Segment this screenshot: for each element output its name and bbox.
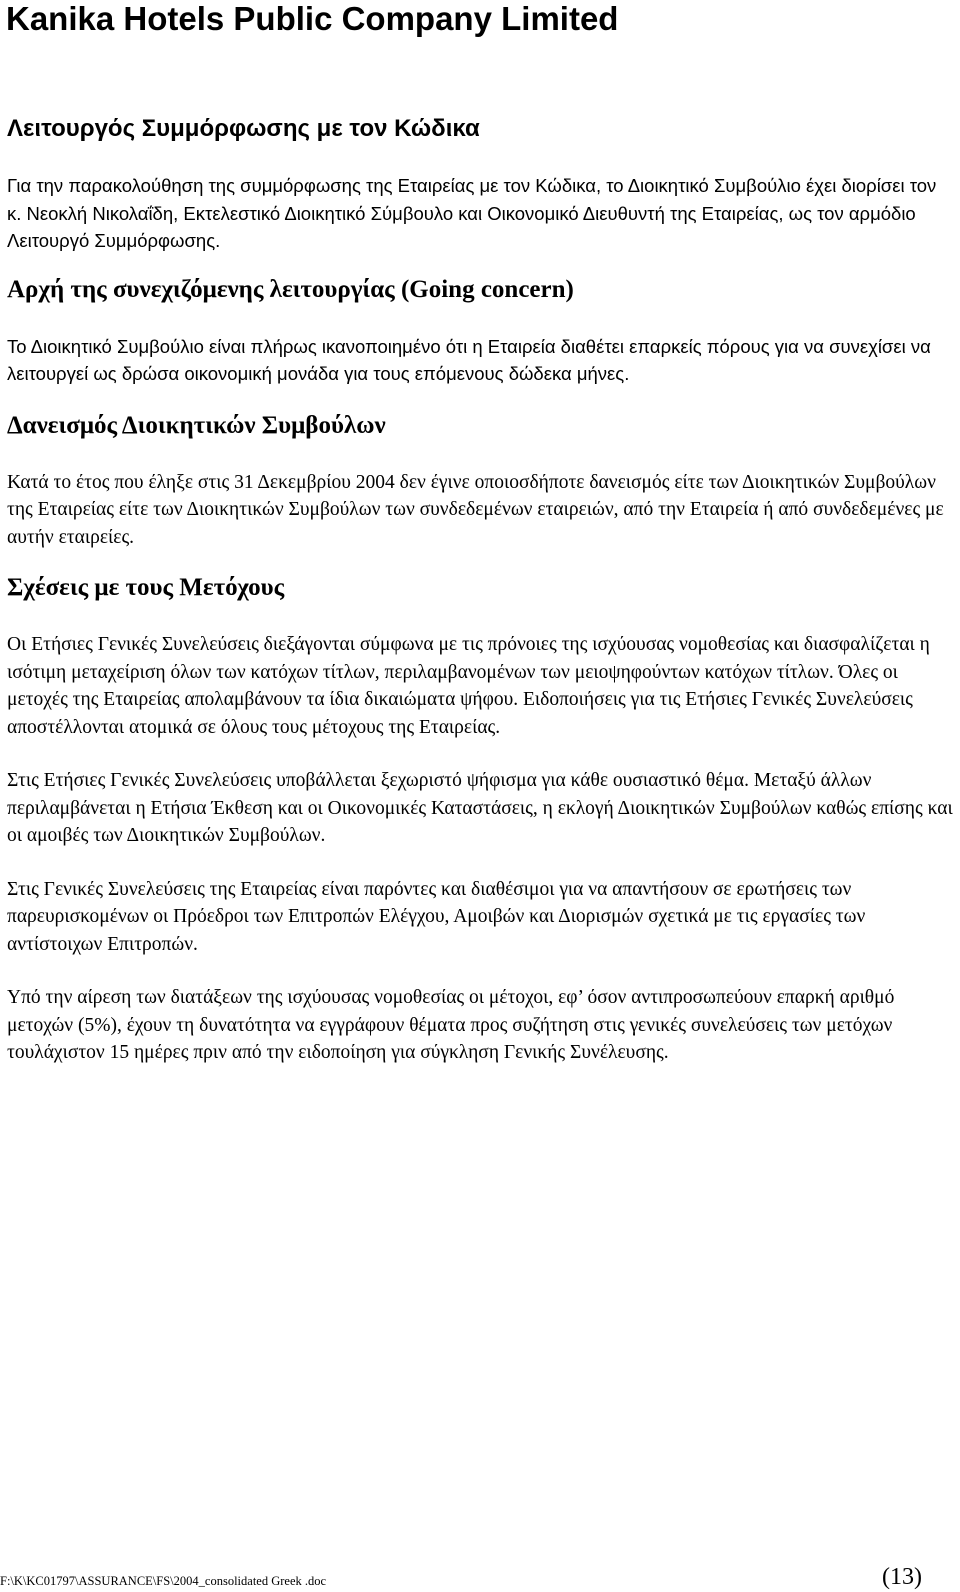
footer-page-number: (13) [882,1564,922,1590]
shareholders-heading: Σχέσεις με τους Μετόχους [7,574,285,601]
document-body [7,114,955,1067]
company-title: Kanika Hotels Public Company Limited [6,0,619,37]
compliance-paragraph: Για την παρακολούθηση της συμμόρφωσης της Εταιρείας με τον Κώδικα, το Διοικητικό Συμβούλιο έχει διορίσει τον κ. Νεοκλή Νικολαΐδη, Εκτελεστικό Διοικητικό Σύμβουλο και Οικονομικό Διευθυντή της Εταιρείας, ως τον αρμόδιο Λειτουργό Συμμόρφωσης. [7,175,937,251]
footer-file-path: F:\K\KC01797\ASSURANCE\FS\2004_consolidated Greek .doc [0,1574,327,1588]
shareholders-paragraph-2: Στις Ετήσιες Γενικές Συνελεύσεις υποβάλλεται ξεχωριστό ψήφισμα για κάθε ουσιαστικό θέμα. Μεταξύ άλλων περιλαμβάνεται η Ετήσια Έκθεση και οι Οικονομικές Καταστάσεις, η εκλογή Διοικητικών Συμβούλων καθώς επίσης και οι αμοιβές των Διοικητικών Συμβούλων. [7,770,953,846]
going-concern-heading: Αρχή της συνεχιζόμενης λειτουργίας (Going concern) [7,275,574,303]
shareholders-paragraph-1: Οι Ετήσιες Γενικές Συνελεύσεις διεξάγονται σύμφωνα με τις πρόνοιες της ισχύουσας νομοθεσίας και διασφαλίζεται η ισότιμη μεταχείριση όλων των κατόχων τίτλων, περιλαμβανομένων των μειοψηφούντων κατόχων τίτλων. Όλες οι μετοχές της Εταιρείας απολαμβάνουν τα ίδια δικαιώματα ψήφου. Ειδοποιήσεις για τις Ετήσιες Γενικές Συνελεύσεις αποστέλλονται ατομικά σε όλους τους μέτοχους της Εταιρείας. [7,634,930,738]
loans-paragraph: Κατά το έτος που έληξε στις 31 Δεκεμβρίου 2004 δεν έγινε οποιοσδήποτε δανεισμός είτε των Διοικητικών Συμβούλων της Εταιρείας είτε των Διοικητικών Συμβούλων των συνδεδεμένων εταιρειών, από την Εταιρεία ή από συνδεδεμένες με αυτήν εταιρείες. [7,471,944,548]
going-concern-paragraph: Το Διοικητικό Συμβούλιο είναι πλήρως ικανοποιημένο ότι η Εταιρεία διαθέτει επαρκείς πόρους για να συνεχίσει να λειτουργεί ως δρώσα οικονομική μονάδα για τους επόμενους δώδεκα μήνες. [7,335,931,384]
shareholders-paragraph-3: Στις Γενικές Συνελεύσεις της Εταιρείας είναι παρόντες και διαθέσιμοι για να απαντήσουν σε ερωτήσεις των παρευρισκομένων οι Πρόεδροι των Επιτροπών Ελέγχου, Αμοιβών και Διορισμών σχετικά με τις εργασίες των αντίστοιχων Επιτροπών. [7,878,866,955]
compliance-heading: Λειτουργός Συμμόρφωσης με τον Κώδικα [7,115,480,142]
page-footer [0,1563,960,1591]
loans-heading: Δανεισμός Διοικητικών Συμβούλων [7,411,386,439]
shareholders-paragraph-4: Υπό την αίρεση των διατάξεων της ισχύουσας νομοθεσίας οι μέτοχοι, εφ’ όσον αντιπροσωπεύουν επαρκή αριθμό μετοχών (5%), έχουν τη δυνατότητα να εγγράφουν θέματα προς συζήτηση στις γενικές συνελεύσεις των μετόχων τουλάχιστον 15 ημέρες πριν από την ειδοποίηση για σύγκληση Γενικής Συνέλευσης. [7,987,895,1063]
